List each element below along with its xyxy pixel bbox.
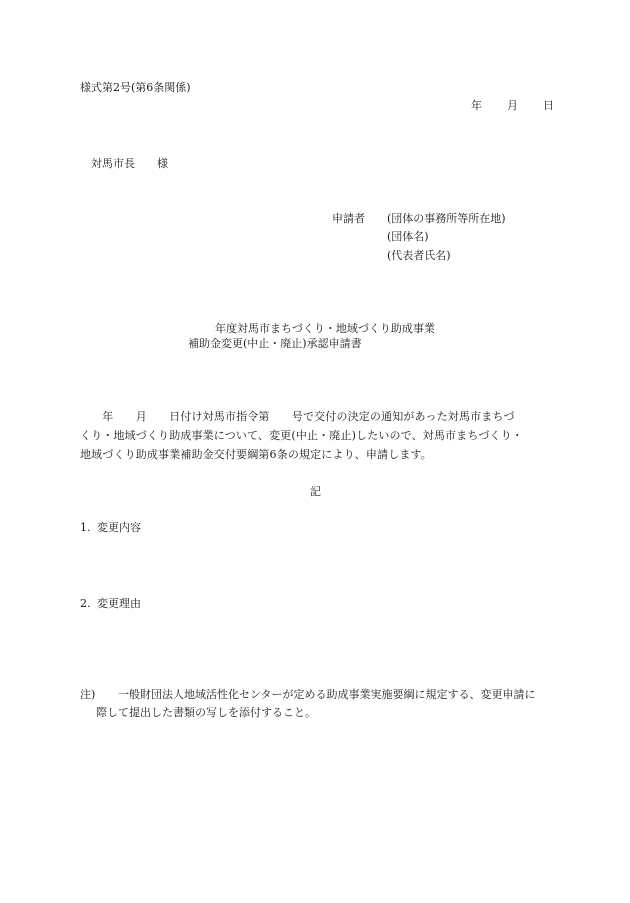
body-line-1: 年 月 日付け対馬市指令第 号で交付の決定の通知があった対馬市まちづ <box>80 410 515 423</box>
item-2-label: 変更理由 <box>97 597 141 610</box>
note-line-1: 一般財団法人地域活性化センターが定める助成事業実施要綱に規定する、変更申請に <box>118 688 536 701</box>
applicant-label: 申請者 <box>332 212 365 225</box>
title-line-1: 年度対馬市まちづくり・地域づくり助成事業 <box>215 322 435 335</box>
addressee: 対馬市長 様 <box>91 157 168 170</box>
applicant-name: (団体名) <box>387 230 429 243</box>
item-1-label: 変更内容 <box>97 521 141 534</box>
form-number: 様式第2号(第6条関係) <box>80 81 191 94</box>
note-line-2: 際して提出した書類の写しを添付すること。 <box>96 706 316 719</box>
item-1-number: 1. <box>80 521 91 534</box>
applicant-representative: (代表者氏名) <box>387 249 451 262</box>
ki-heading: 記 <box>310 485 321 498</box>
item-2-number: 2. <box>80 597 91 610</box>
note-marker: 注) <box>80 688 96 701</box>
body-line-3: 地域づくり助成事業補助金交付要綱第6条の規定により、申請します。 <box>80 448 432 461</box>
date-line: 年 月 日 <box>471 99 555 112</box>
body-line-2: くり・地域づくり助成事業について、変更(中止・廃止)したいので、対馬市まちづくり・ <box>80 429 523 442</box>
title-line-2: 補助金変更(中止・廃止)承認申請書 <box>188 337 362 350</box>
applicant-address: (団体の事務所等所在地) <box>387 212 506 225</box>
